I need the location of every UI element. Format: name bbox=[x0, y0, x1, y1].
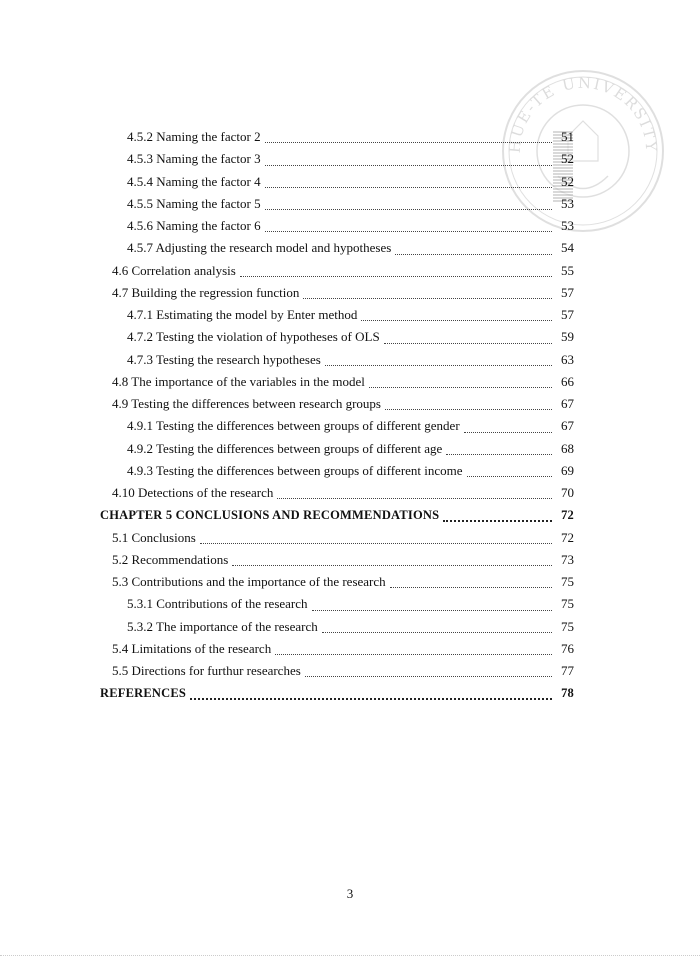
toc-entry-title: 4.5.5 Naming the factor 5 bbox=[127, 195, 261, 211]
toc-entry-page: 75 bbox=[561, 618, 574, 634]
toc-entry[interactable] bbox=[100, 460, 574, 482]
toc-entry-page: 53 bbox=[561, 218, 574, 233]
toc-entry-page: 53 bbox=[561, 195, 574, 211]
toc-entry[interactable] bbox=[100, 371, 574, 393]
toc-entry-page: 67 bbox=[561, 418, 574, 434]
toc-dot-leader bbox=[384, 343, 552, 344]
toc-entry-title: 4.9.1 Testing the differences between groups of different gender bbox=[127, 418, 460, 434]
toc-dot-leader bbox=[369, 387, 552, 388]
table-of-contents bbox=[100, 126, 574, 705]
page-number: 3 bbox=[346, 886, 354, 901]
toc-dot-leader bbox=[265, 231, 552, 232]
toc-entry[interactable] bbox=[100, 527, 574, 549]
toc-entry-page: 69 bbox=[561, 462, 574, 478]
toc-dot-leader bbox=[312, 610, 552, 611]
toc-entry-page: 57 bbox=[561, 284, 574, 300]
toc-entry-title: 4.7 Building the regression function bbox=[112, 284, 300, 300]
toc-entry-title: 5.5 Directions for furthur researches bbox=[112, 663, 301, 678]
toc-entry-title: 5.3 Contributions and the importance of the research bbox=[112, 574, 386, 589]
toc-entry-title: 4.9.2 Testing the differences between groups of different age bbox=[127, 440, 443, 456]
toc-entry[interactable] bbox=[100, 638, 574, 660]
toc-entry[interactable] bbox=[100, 304, 574, 326]
toc-entry-page: 78 bbox=[561, 686, 574, 701]
toc-entry-page: 72 bbox=[561, 529, 574, 545]
toc-dot-leader bbox=[265, 187, 552, 188]
toc-entry-title: 5.3.1 Contributions of the research bbox=[127, 596, 308, 612]
toc-dot-leader bbox=[467, 476, 552, 477]
toc-entry-title: 4.5.3 Naming the factor 3 bbox=[127, 151, 261, 167]
page-bottom-border bbox=[0, 955, 700, 956]
toc-entry-page: 59 bbox=[561, 329, 574, 345]
toc-entry[interactable] bbox=[100, 193, 574, 215]
toc-entry-title: 4.5.7 Adjusting the research model and hypotheses bbox=[127, 240, 392, 256]
toc-dot-leader bbox=[232, 565, 552, 566]
toc-dot-leader bbox=[395, 254, 552, 255]
toc-dot-leader bbox=[305, 676, 552, 677]
toc-entry-page: 77 bbox=[561, 663, 574, 678]
toc-dot-leader bbox=[390, 587, 552, 588]
toc-entry-title: 4.7.2 Testing the violation of hypotheses of OLS bbox=[127, 329, 380, 345]
toc-entry[interactable] bbox=[100, 237, 574, 259]
toc-entry[interactable] bbox=[100, 393, 574, 415]
toc-entry-title: 5.4 Limitations of the research bbox=[112, 640, 272, 656]
toc-dot-leader bbox=[464, 432, 552, 433]
toc-dot-leader bbox=[325, 365, 552, 366]
toc-entry-page: 76 bbox=[561, 640, 574, 656]
toc-entry-title: 4.8 The importance of the variables in the model bbox=[112, 373, 365, 389]
toc-dot-leader bbox=[443, 520, 552, 522]
toc-entry[interactable] bbox=[100, 126, 574, 148]
toc-dot-leader bbox=[303, 298, 552, 299]
toc-entry-page: 55 bbox=[561, 262, 574, 278]
toc-entry-title: 4.7.1 Estimating the model by Enter method bbox=[127, 307, 358, 322]
toc-entry[interactable] bbox=[100, 616, 574, 638]
toc-dot-leader bbox=[240, 276, 552, 277]
toc-entry-page: 75 bbox=[561, 596, 574, 612]
toc-entry[interactable] bbox=[100, 504, 574, 526]
toc-entry-page: 72 bbox=[561, 508, 574, 523]
toc-entry[interactable] bbox=[100, 438, 574, 460]
toc-entry-title: 4.5.6 Naming the factor 6 bbox=[127, 218, 261, 233]
toc-entry[interactable] bbox=[100, 415, 574, 437]
toc-entry-page: 66 bbox=[561, 373, 574, 389]
toc-entry[interactable] bbox=[100, 571, 574, 593]
toc-entry[interactable] bbox=[100, 549, 574, 571]
toc-entry[interactable] bbox=[100, 660, 574, 682]
toc-dot-leader bbox=[277, 498, 552, 499]
toc-entry[interactable] bbox=[100, 215, 574, 237]
toc-entry[interactable] bbox=[100, 148, 574, 170]
toc-entry[interactable] bbox=[100, 482, 574, 504]
toc-entry-page: 70 bbox=[561, 485, 574, 500]
toc-entry[interactable] bbox=[100, 349, 574, 371]
toc-dot-leader bbox=[190, 698, 552, 700]
toc-dot-leader bbox=[200, 543, 552, 544]
toc-entry[interactable] bbox=[100, 282, 574, 304]
toc-entry-title: 5.1 Conclusions bbox=[112, 529, 196, 545]
toc-entry-title: 5.2 Recommendations bbox=[112, 551, 229, 567]
toc-entry-page: 68 bbox=[561, 440, 574, 456]
toc-dot-leader bbox=[322, 632, 552, 633]
toc-entry[interactable] bbox=[100, 593, 574, 615]
toc-entry[interactable] bbox=[100, 260, 574, 282]
toc-dot-leader bbox=[446, 454, 552, 455]
toc-entry-page: 63 bbox=[561, 351, 574, 367]
toc-entry-page: 54 bbox=[561, 240, 574, 256]
toc-entry-page: 57 bbox=[561, 307, 574, 322]
toc-entry-title: 5.3.2 The importance of the research bbox=[127, 618, 318, 634]
toc-entry-title: 4.5.2 Naming the factor 2 bbox=[127, 129, 261, 144]
toc-entry-page: 52 bbox=[561, 151, 574, 167]
toc-entry-title: 4.6 Correlation analysis bbox=[112, 262, 236, 278]
svg-text:HUE-TE UNIVERSITY: HUE-TE UNIVERSITY bbox=[505, 73, 661, 154]
toc-entry-title: REFERENCES bbox=[100, 686, 187, 701]
toc-dot-leader bbox=[361, 320, 552, 321]
toc-dot-leader bbox=[385, 409, 552, 410]
toc-entry-title: 4.5.4 Naming the factor 4 bbox=[127, 173, 261, 189]
toc-entry-title: 4.9.3 Testing the differences between groups of different income bbox=[127, 462, 463, 478]
toc-dot-leader bbox=[265, 209, 552, 210]
toc-dot-leader bbox=[265, 142, 552, 143]
toc-entry-title: 4.7.3 Testing the research hypotheses bbox=[127, 351, 321, 367]
toc-entry-page: 52 bbox=[561, 173, 574, 189]
toc-entry-title: 4.10 Detections of the research bbox=[112, 485, 274, 500]
toc-dot-leader bbox=[275, 654, 552, 655]
toc-entry-title: CHAPTER 5 CONCLUSIONS AND RECOMMENDATIONS bbox=[100, 508, 440, 523]
toc-entry-title: 4.9 Testing the differences between research groups bbox=[112, 396, 381, 411]
toc-entry-page: 75 bbox=[561, 574, 574, 589]
toc-entry-page: 73 bbox=[561, 551, 574, 567]
toc-entry[interactable] bbox=[100, 326, 574, 348]
toc-entry[interactable] bbox=[100, 171, 574, 193]
toc-entry[interactable] bbox=[100, 682, 574, 704]
toc-entry-page: 67 bbox=[561, 396, 574, 411]
toc-entry-page: 51 bbox=[561, 129, 574, 144]
toc-dot-leader bbox=[265, 165, 552, 166]
